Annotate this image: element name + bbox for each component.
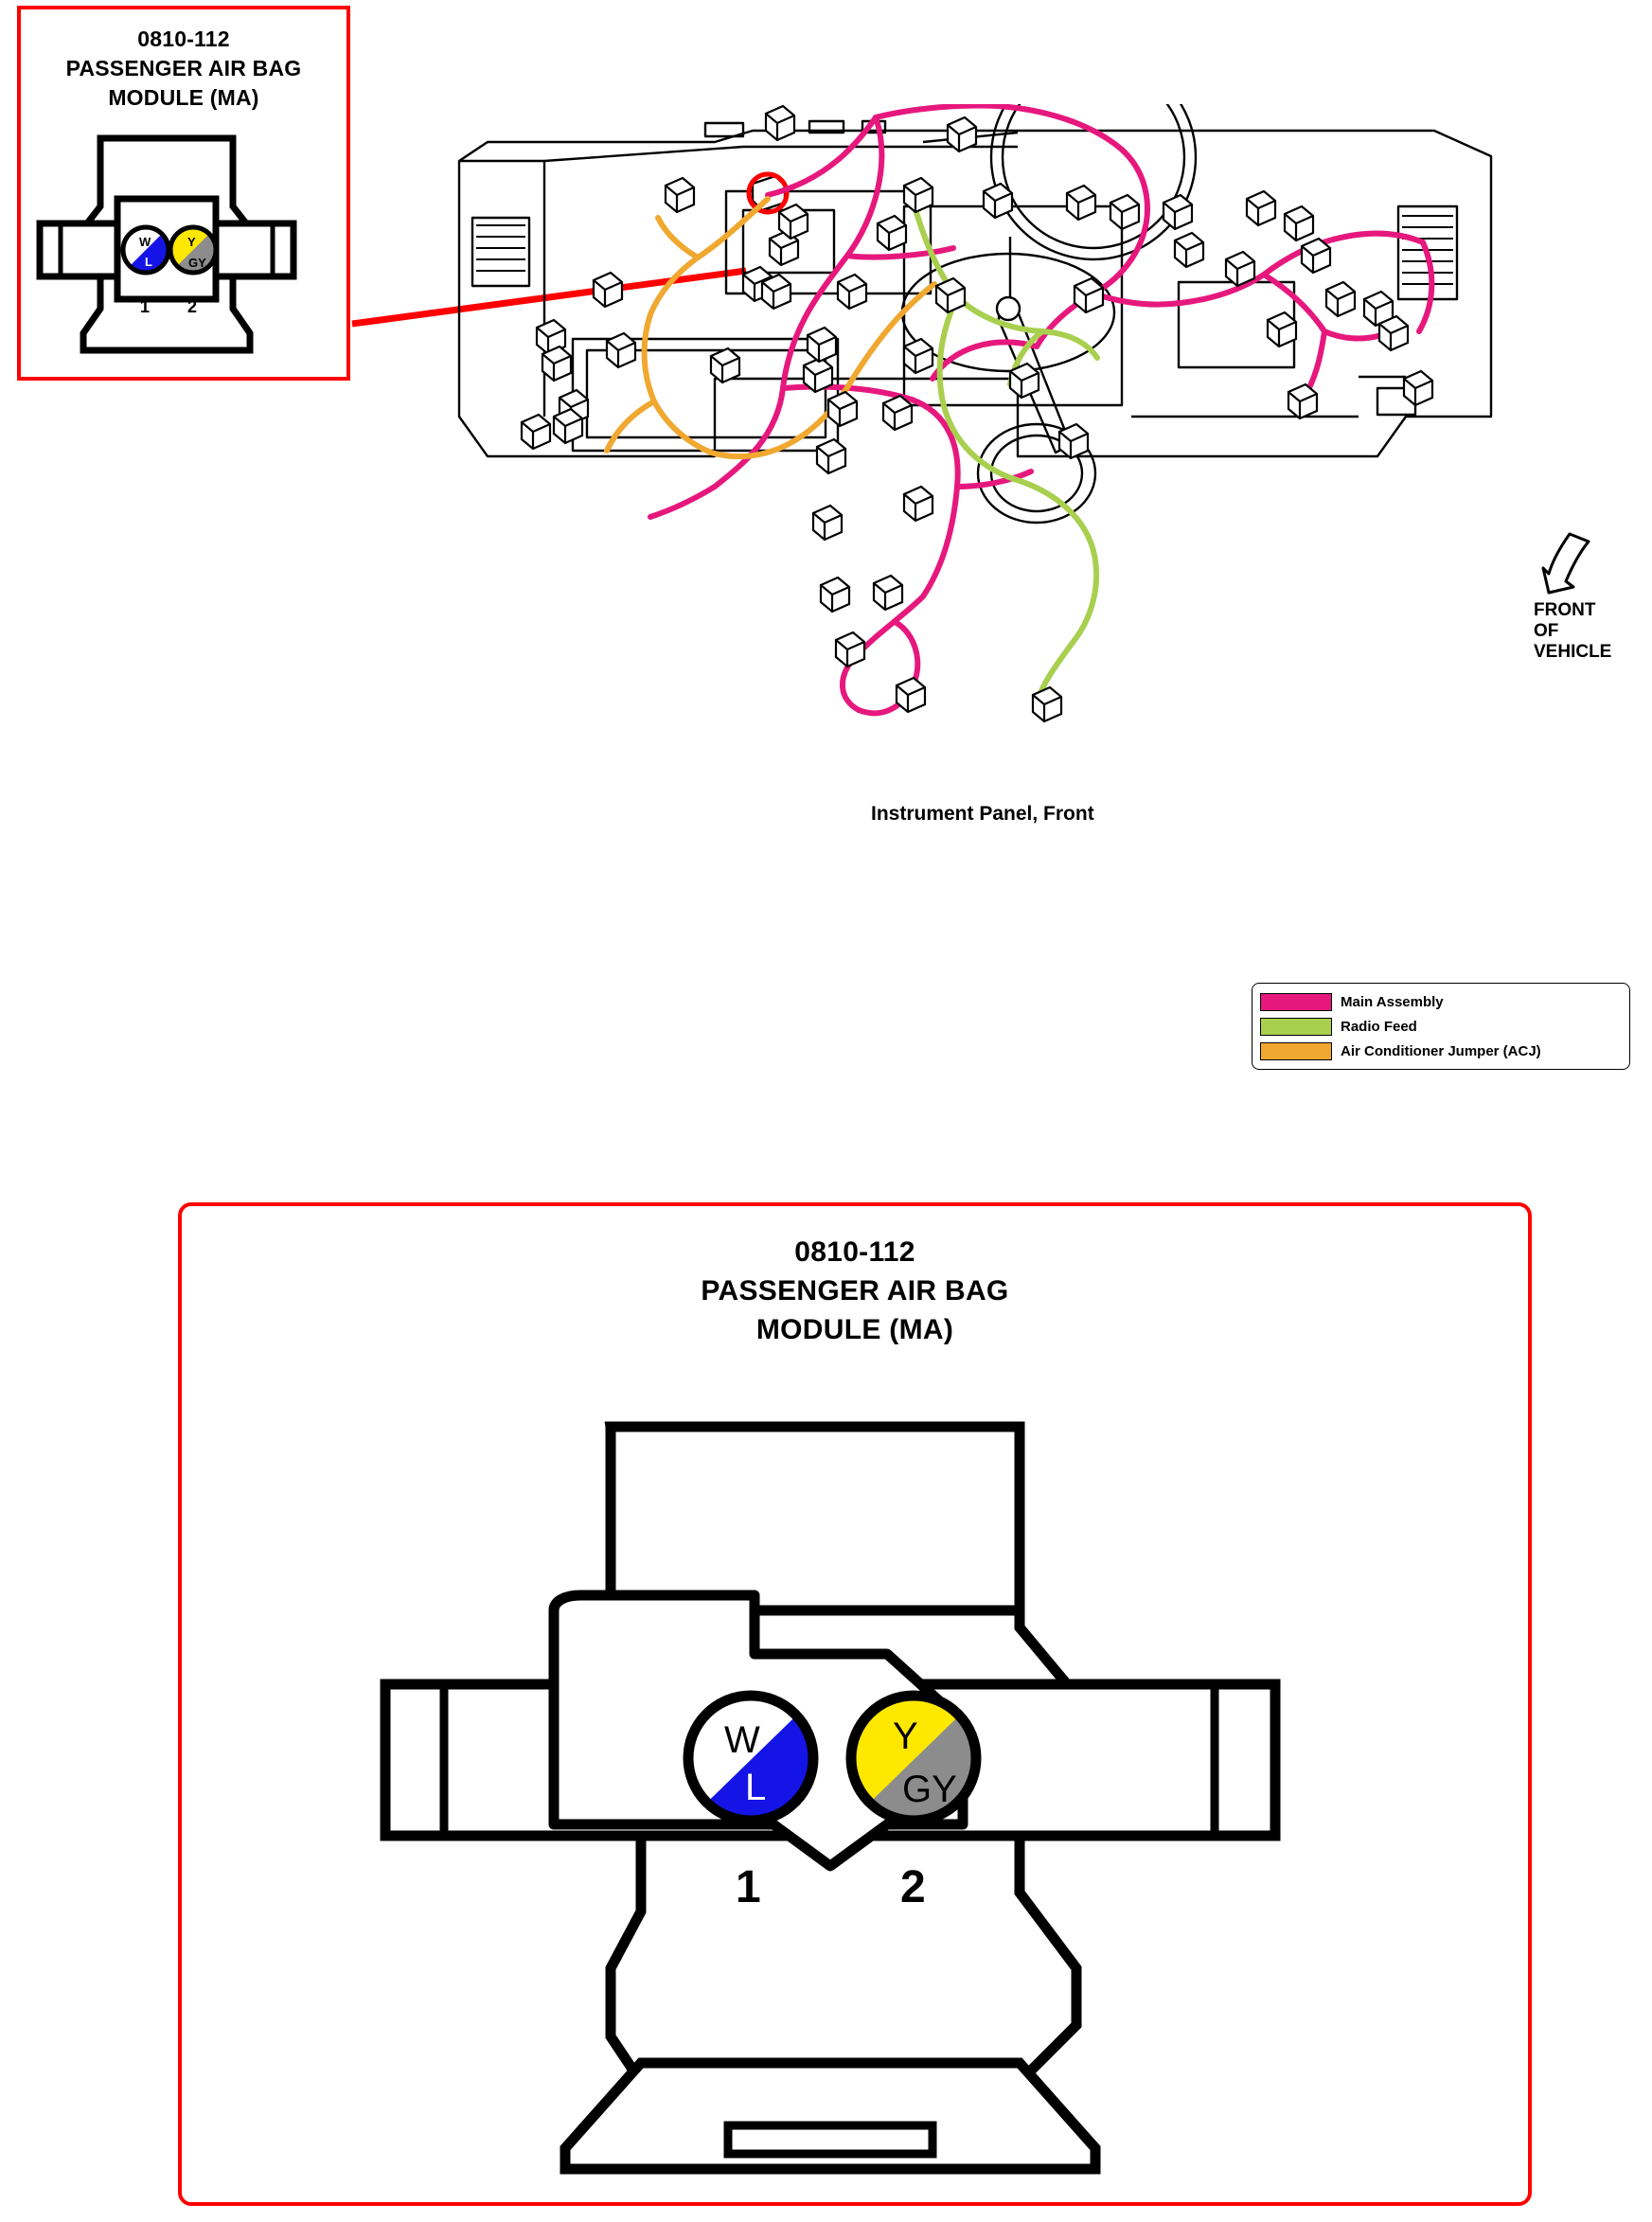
callout-name-line1: PASSENGER AIR BAG	[65, 56, 302, 80]
callout-title	[21, 9, 346, 113]
front-of-vehicle-indicator	[1534, 530, 1638, 663]
cavity-1-number: 1	[140, 297, 151, 316]
legend-item-radio-feed	[1252, 1014, 1629, 1039]
detail-cavity-2-code-top: Y	[893, 1715, 918, 1757]
harness-connectors	[522, 106, 1432, 721]
detail-cavity-2-code-bottom: GY	[902, 1769, 957, 1810]
legend-label-radio-feed: Radio Feed	[1341, 1018, 1417, 1035]
instrument-panel-illustration	[431, 104, 1519, 748]
legend-item-ac-jumper	[1252, 1039, 1629, 1063]
legend-label-main-assembly: Main Assembly	[1341, 993, 1444, 1010]
legend	[1252, 983, 1630, 1070]
legend-item-main-assembly	[1252, 989, 1629, 1014]
detail-name-line1: PASSENGER AIR BAG	[701, 1275, 1009, 1307]
callout-part-number: 0810-112	[137, 27, 230, 51]
detail-connector-diagram	[357, 1400, 1360, 2177]
callout-name-line2: MODULE (MA)	[108, 85, 259, 110]
front-of-vehicle-line2: OF	[1534, 621, 1559, 641]
detail-part-number: 0810-112	[794, 1236, 915, 1268]
cavity-1-code-bottom: L	[145, 255, 152, 269]
front-of-vehicle-line1: FRONT	[1534, 600, 1596, 620]
panel-caption: Instrument Panel, Front	[871, 803, 1094, 825]
legend-swatch-main-assembly	[1260, 993, 1332, 1011]
legend-label-ac-jumper: Air Conditioner Jumper (ACJ)	[1341, 1042, 1541, 1059]
detail-title	[182, 1206, 1528, 1349]
legend-swatch-ac-jumper	[1260, 1042, 1332, 1060]
arrow-icon	[1541, 530, 1592, 596]
connector-large-svg	[357, 1400, 1360, 2177]
connector-small-svg	[27, 133, 307, 360]
detail-name-line2: MODULE (MA)	[755, 1314, 954, 1345]
cavity-2-code-top: Y	[187, 235, 196, 249]
instrument-panel-svg	[431, 104, 1519, 748]
detail-cavity-1-number: 1	[736, 1862, 761, 1912]
detail-box-passenger-air-bag-module	[178, 1202, 1532, 2206]
detail-cavity-2-number: 2	[900, 1862, 926, 1912]
cavity-1-code-top: W	[139, 235, 151, 249]
detail-skirt-slot	[728, 2125, 933, 2154]
detail-shell-top	[611, 1427, 1020, 1610]
detail-cavity-1-code-top: W	[724, 1719, 760, 1761]
cavity-2-number: 2	[187, 297, 198, 316]
callout-connector-diagram	[27, 133, 307, 360]
detail-cavity-1-code-bottom: L	[745, 1767, 767, 1808]
front-of-vehicle-line3: VEHICLE	[1534, 642, 1612, 662]
legend-swatch-radio-feed	[1260, 1018, 1332, 1036]
cavity-2-code-bottom: GY	[188, 256, 206, 270]
